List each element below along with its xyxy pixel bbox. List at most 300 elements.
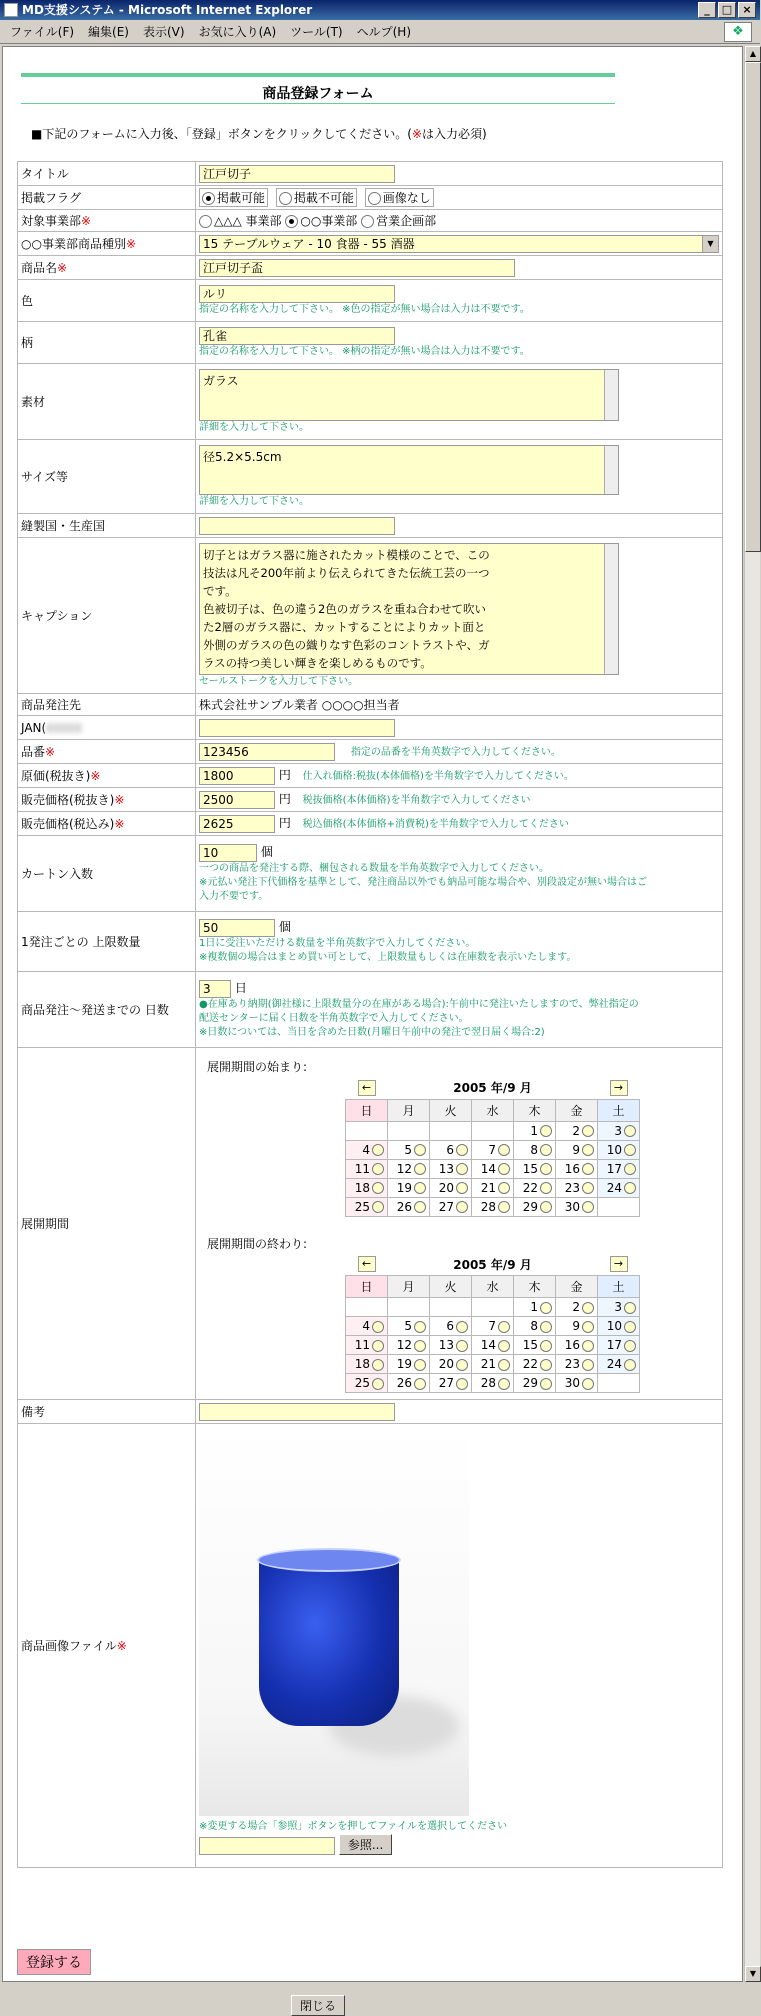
calendar-day-radio[interactable] (414, 1321, 426, 1333)
calendar-empty-cell (388, 1121, 430, 1140)
calendar-day-number: 18 (354, 1357, 370, 1371)
calendar-day-number: 2 (572, 1123, 580, 1138)
calendar-day-cell (388, 1317, 430, 1336)
max-qty-label: 1発注ごとの 上限数量 (18, 912, 196, 972)
calendar-day-number: 14 (480, 1338, 496, 1352)
calendar-day-cell (472, 1336, 514, 1355)
page-viewport (2, 46, 743, 2013)
calendar-weeks (346, 1121, 640, 1216)
category-value: 15 テーブルウェア - 10 食器 - 55 酒器 (203, 236, 415, 251)
dept-option-label: ○○事業部 (300, 214, 358, 228)
calendar-empty-cell (472, 1121, 514, 1140)
calendar-day-radio[interactable] (414, 1340, 426, 1352)
lead-input[interactable]: 3 (199, 980, 231, 998)
calendar-day-radio[interactable] (540, 1201, 552, 1213)
dow-sun: 日 (346, 1276, 388, 1298)
calendar-day-cell (430, 1336, 472, 1355)
origin-label: 縫製国・生産国 (18, 514, 196, 538)
calendar-day-radio[interactable] (582, 1201, 594, 1213)
dept-option-label: △△△ 事業部 (214, 214, 282, 228)
radio-icon[interactable] (202, 192, 215, 205)
textarea-scrollbar[interactable] (604, 446, 618, 494)
caption-line: 外側のガラスの色の織りなす色彩のコントラストや、ガ (203, 637, 490, 652)
calendar-day-radio[interactable] (456, 1321, 468, 1333)
dow-sat: 土 (598, 1099, 640, 1121)
cost-unit: 円 (278, 768, 291, 783)
calendar-day-cell (430, 1317, 472, 1336)
calendar-day-cell (472, 1355, 514, 1374)
dow-wed: 水 (472, 1099, 514, 1121)
calendar-day-radio[interactable] (498, 1144, 510, 1156)
pattern-hint: 指定の名称を入力して下さい。 ※柄の指定が無い場合は入力は不要です。 (199, 345, 530, 357)
carton-hint-1: 一つの商品を発注する際、梱包される数量を半角英数字で入力してください。 (199, 862, 549, 874)
flag-option-available[interactable] (199, 188, 268, 207)
calendar-empty-cell (430, 1298, 472, 1317)
calendar-day-radio[interactable] (582, 1321, 594, 1333)
calendar-next-cell (598, 1254, 640, 1276)
calendar-day-radio[interactable] (540, 1321, 552, 1333)
window-title: MD支援システム - Microsoft Internet Explorer (22, 3, 313, 17)
calendar-day-cell (430, 1140, 472, 1159)
calendar-week-row (346, 1121, 640, 1140)
calendar-day-cell (430, 1178, 472, 1197)
calendar-day-radio[interactable] (540, 1163, 552, 1175)
calendar-day-cell (514, 1197, 556, 1216)
calendar-empty-cell (346, 1298, 388, 1317)
calendar-day-radio[interactable] (582, 1144, 594, 1156)
flag-option-no-image[interactable] (365, 188, 434, 207)
calendar-day-radio[interactable] (498, 1163, 510, 1175)
size-textarea[interactable] (199, 445, 619, 495)
scroll-down-icon[interactable]: ▼ (745, 1966, 761, 1982)
row-title (18, 162, 723, 186)
row-cost (18, 764, 723, 788)
calendar-day-cell (346, 1178, 388, 1197)
calendar-day-radio[interactable] (414, 1201, 426, 1213)
calendar-day-radio[interactable] (582, 1359, 594, 1371)
calendar-day-radio[interactable] (456, 1144, 468, 1156)
required-mark: ※ (114, 817, 125, 831)
dow-mon: 月 (388, 1099, 430, 1121)
calendar-day-number: 6 (446, 1142, 454, 1157)
calendar-day-cell (598, 1159, 640, 1178)
calendar-day-radio[interactable] (414, 1182, 426, 1194)
caption-line: 技法は凡そ200年前より伝えられてきた伝統工芸の一つ (203, 565, 490, 580)
cost-label (18, 764, 196, 788)
caption-line: です。 (203, 583, 237, 598)
row-period (18, 1048, 723, 1400)
menu-view[interactable]: 表示(V) (142, 25, 185, 39)
window-controls (698, 2, 756, 18)
lead-hint-1: ●在庫あり納期(御社様に上限数量分の在庫がある場合):午前中に発注いたしますので、弊社指定の (199, 998, 639, 1010)
menu-bar (0, 20, 760, 44)
calendar-day-number: 15 (522, 1161, 538, 1176)
calendar-day-number: 4 (362, 1319, 370, 1333)
calendar-week-row (346, 1355, 640, 1374)
calendar-day-radio[interactable] (456, 1163, 468, 1175)
calendar-day-radio[interactable] (372, 1144, 384, 1156)
calendar-day-number: 19 (396, 1357, 412, 1371)
calendar-day-radio[interactable] (540, 1144, 552, 1156)
register-button[interactable]: 登録する (17, 1949, 91, 1975)
calendar-empty-cell (346, 1121, 388, 1140)
calendar-day-radio[interactable] (498, 1321, 510, 1333)
carton-label: カートン入数 (18, 836, 196, 912)
supplier-value: 株式会社サンプル業者 ○○○○担当者 (196, 694, 723, 716)
calendar-day-cell (598, 1336, 640, 1355)
calendar-day-cell (598, 1121, 640, 1140)
caption-line: 切子とはガラス器に施されたカット模様のことで、この (203, 547, 490, 562)
calendar-day-radio[interactable] (582, 1340, 594, 1352)
calendar-day-radio[interactable] (624, 1163, 636, 1175)
prev-month-button[interactable]: ← (358, 1256, 376, 1272)
calendar-day-radio[interactable] (414, 1359, 426, 1371)
title-input[interactable]: 江戸切子 (199, 165, 395, 183)
price-ex-hint: 税抜価格(本体価格)を半角数字で入力してください (302, 795, 531, 807)
category-label (18, 232, 196, 256)
calendar-day-radio[interactable] (624, 1302, 636, 1314)
calendar-day-radio[interactable] (540, 1378, 552, 1390)
blurred-text (46, 723, 82, 733)
intro-text-pre: ■下記のフォームに入力後、「登録」ボタンをクリックしてください。( (31, 127, 412, 141)
calendar-day-radio[interactable] (582, 1378, 594, 1390)
calendar-day-radio[interactable] (372, 1340, 384, 1352)
calendar-week-row (346, 1140, 640, 1159)
calendar-day-cell (556, 1298, 598, 1317)
calendar-day-number: 18 (354, 1180, 370, 1195)
calendar-day-radio[interactable] (582, 1125, 594, 1137)
row-flag (18, 186, 723, 210)
textarea-scrollbar[interactable] (604, 544, 618, 674)
calendar-day-radio[interactable] (414, 1163, 426, 1175)
dept-option-label: 営業企画部 (376, 214, 437, 228)
category-select[interactable] (199, 235, 719, 253)
calendar-day-cell (346, 1374, 388, 1393)
ie-app-icon (4, 3, 18, 17)
next-month-button[interactable]: → (610, 1080, 628, 1096)
calendar-day-number: 4 (362, 1142, 370, 1157)
period-label: 展開期間 (18, 1048, 196, 1400)
jan-label (18, 716, 196, 740)
calendar-day-cell (346, 1140, 388, 1159)
caption-textarea[interactable] (199, 543, 619, 675)
dept-option-b[interactable] (285, 214, 357, 228)
max-qty-hint-2: ※複数個の場合はまとめ買い可として、上限数量もしくは在庫数を表示いたします。 (199, 951, 577, 963)
calendar-day-cell (346, 1159, 388, 1178)
name-input[interactable]: 江戸切子盃 (199, 259, 515, 277)
radio-icon[interactable] (199, 215, 212, 228)
caption-hint: セールストークを入力して下さい。 (199, 675, 359, 687)
row-image (18, 1424, 723, 1868)
calendar-day-radio[interactable] (414, 1378, 426, 1390)
calendar-day-number: 11 (354, 1338, 370, 1352)
calendar-week-row (346, 1374, 640, 1393)
calendar-day-cell (388, 1159, 430, 1178)
dept-option-a[interactable] (199, 214, 282, 228)
size-value: 径5.2×5.5cm (203, 449, 282, 464)
name-label-text: 商品名 (21, 261, 58, 275)
pattern-input[interactable]: 孔雀 (199, 327, 395, 345)
notes-input[interactable] (199, 1403, 395, 1421)
calendar-day-radio[interactable] (456, 1201, 468, 1213)
price-ex-label-text: 販売価格(税抜き) (21, 793, 115, 807)
calendar-day-radio[interactable] (540, 1340, 552, 1352)
origin-input[interactable] (199, 517, 395, 535)
period-end-label: 展開期間の終わり: (207, 1236, 308, 1251)
menu-tools[interactable]: ツール(T) (290, 25, 343, 39)
cost-label-text: 原価(税抜き) (21, 769, 91, 783)
calendar-day-radio[interactable] (498, 1182, 510, 1194)
start-calendar (345, 1077, 640, 1217)
textarea-scrollbar[interactable] (604, 370, 618, 420)
calendar-day-cell (430, 1355, 472, 1374)
calendar-day-radio[interactable] (456, 1359, 468, 1371)
calendar-day-radio[interactable] (624, 1340, 636, 1352)
form-title: 商品登録フォーム (262, 86, 374, 102)
calendar-day-cell (388, 1355, 430, 1374)
item-no-input[interactable]: 123456 (199, 743, 335, 761)
calendar-day-cell (514, 1374, 556, 1393)
calendar-day-cell (388, 1178, 430, 1197)
calendar-day-cell (388, 1374, 430, 1393)
price-in-input[interactable]: 2625 (199, 815, 275, 833)
lead-hint-2: 配送センターに届く日数を半角英数字で入力してください。 (199, 1012, 469, 1024)
size-label: サイズ等 (18, 440, 196, 514)
price-ex-input[interactable]: 2500 (199, 791, 275, 809)
dept-option-c[interactable] (361, 214, 436, 228)
menu-help[interactable]: ヘルプ(H) (356, 25, 411, 39)
calendar-day-radio[interactable] (498, 1359, 510, 1371)
dow-sat: 土 (598, 1276, 640, 1298)
calendar-day-radio[interactable] (498, 1378, 510, 1390)
calendar-day-number: 25 (354, 1199, 370, 1214)
menu-file[interactable]: ファイル(F) (10, 25, 75, 39)
calendar-day-number: 7 (488, 1319, 496, 1333)
calendar-day-cell (430, 1159, 472, 1178)
calendar-day-radio[interactable] (540, 1125, 552, 1137)
calendar-day-cell (346, 1197, 388, 1216)
calendar-day-radio[interactable] (372, 1321, 384, 1333)
calendar-day-radio[interactable] (372, 1378, 384, 1390)
price-in-hint: 税込価格(本体価格+消費税)を半角数字で入力してください (302, 819, 569, 831)
calendar-day-radio[interactable] (582, 1182, 594, 1194)
price-ex-label (18, 788, 196, 812)
calendar-day-number: 28 (480, 1199, 496, 1214)
calendar-day-number: 5 (404, 1319, 412, 1333)
calendar-day-radio[interactable] (624, 1321, 636, 1333)
dow-thu: 木 (514, 1276, 556, 1298)
calendar-day-cell (388, 1336, 430, 1355)
calendar-day-number: 29 (522, 1376, 538, 1390)
period-start-label: 展開期間の始まり: (207, 1060, 308, 1074)
calendar-day-radio[interactable] (624, 1182, 636, 1194)
calendar-day-cell (556, 1197, 598, 1216)
calendar-day-cell (388, 1197, 430, 1216)
chevron-down-icon[interactable]: ▼ (702, 236, 718, 252)
calendar-day-cell (556, 1159, 598, 1178)
image-file-input[interactable] (199, 1837, 335, 1855)
row-dept (18, 210, 723, 232)
calendar-header (346, 1254, 640, 1276)
product-form-table (17, 161, 723, 1868)
row-notes (18, 1400, 723, 1424)
calendar-day-number: 17 (606, 1338, 622, 1352)
calendar-day-number: 28 (480, 1376, 496, 1390)
calendar-day-number: 9 (572, 1319, 580, 1333)
prev-month-button[interactable]: ← (358, 1080, 376, 1096)
radio-icon[interactable] (368, 192, 381, 205)
row-lead (18, 972, 723, 1048)
radio-icon[interactable] (285, 215, 298, 228)
lead-unit: 日 (234, 981, 247, 996)
calendar-week-row (346, 1178, 640, 1197)
dept-label-text: 対象事業部 (21, 214, 82, 228)
flag-option-label: 画像なし (382, 191, 431, 205)
close-window-button[interactable]: × (738, 2, 756, 18)
caption-label: キャプション (18, 538, 196, 694)
calendar-day-radio[interactable] (456, 1378, 468, 1390)
row-name (18, 256, 723, 280)
calendar-day-radio[interactable] (624, 1359, 636, 1371)
calendar-day-number: 9 (572, 1142, 580, 1157)
dow-tue: 火 (430, 1099, 472, 1121)
cost-hint: 仕入れ価格:税抜(本体価格)を半角数字で入力してください。 (302, 771, 574, 783)
calendar-day-cell (472, 1159, 514, 1178)
calendar-week-row (346, 1159, 640, 1178)
calendar-week-row (346, 1298, 640, 1317)
calendar-day-radio[interactable] (624, 1125, 636, 1137)
calendar-day-number: 8 (530, 1319, 538, 1333)
carton-input[interactable]: 10 (199, 844, 257, 862)
carton-hint-2: ※元払い発注下代価格を基準として、発注商品以外でも納品可能な場合や、別段設定が無い場合はご (199, 876, 647, 888)
calendar-day-number: 16 (564, 1338, 580, 1352)
size-hint: 詳細を入力して下さい。 (199, 495, 309, 507)
maximize-button[interactable]: □ (718, 2, 736, 18)
calendar-day-radio[interactable] (582, 1163, 594, 1175)
scroll-thumb[interactable] (745, 62, 761, 552)
calendar-day-number: 30 (564, 1199, 580, 1214)
calendar-day-number: 13 (438, 1161, 454, 1176)
price-in-label-text: 販売価格(税込み) (21, 817, 115, 831)
calendar-day-radio[interactable] (498, 1201, 510, 1213)
calendar-day-cell (556, 1140, 598, 1159)
flag-option-label: 掲載可能 (217, 191, 266, 205)
calendar-day-radio[interactable] (540, 1182, 552, 1194)
calendar-day-cell (346, 1355, 388, 1374)
calendar-day-radio[interactable] (372, 1201, 384, 1213)
calendar-day-radio[interactable] (624, 1144, 636, 1156)
calendar-month: 2005 年/9 月 (453, 1081, 532, 1096)
max-qty-input[interactable]: 50 (199, 919, 275, 937)
carton-unit: 個 (260, 845, 273, 860)
category-label-text: ○○事業部商品種別 (21, 237, 126, 251)
menu-edit[interactable]: 編集(E) (88, 25, 129, 39)
calendar-day-cell (472, 1374, 514, 1393)
calendar-empty-cell (598, 1374, 640, 1393)
color-hint: 指定の名称を入力して下さい。 ※色の指定が無い場合は入力は不要です。 (199, 303, 530, 315)
calendar-day-number: 3 (614, 1123, 622, 1138)
page-scrollbar[interactable] (744, 46, 760, 1982)
name-label (18, 256, 196, 280)
calendar-day-radio[interactable] (456, 1182, 468, 1194)
next-month-button[interactable]: → (610, 1256, 628, 1272)
required-mark: ※ (125, 237, 137, 251)
radio-icon[interactable] (279, 192, 292, 205)
row-supplier (18, 694, 723, 716)
calendar-day-radio[interactable] (414, 1144, 426, 1156)
browse-button[interactable]: 参照... (339, 1834, 392, 1855)
calendar-day-radio[interactable] (372, 1163, 384, 1175)
windows-logo-icon: ❖ (724, 22, 752, 42)
glass-rim (257, 1548, 401, 1572)
calendar-day-number: 23 (564, 1180, 580, 1195)
calendar-day-number: 14 (480, 1161, 496, 1176)
calendar-week-row (346, 1336, 640, 1355)
calendar-day-cell (472, 1178, 514, 1197)
calendar-day-number: 15 (522, 1338, 538, 1352)
row-carton (18, 836, 723, 912)
calendar-day-number: 10 (606, 1319, 622, 1333)
calendar-day-radio[interactable] (540, 1359, 552, 1371)
calendar-day-radio[interactable] (372, 1359, 384, 1371)
item-no-hint: 指定の品番を半角英数字で入力してください。 (350, 747, 561, 758)
material-textarea[interactable] (199, 369, 619, 421)
flag-option-unavailable[interactable] (276, 188, 357, 207)
menu-favorites[interactable]: お気に入り(A) (198, 25, 277, 39)
title-divider-top (21, 73, 615, 77)
cost-input[interactable]: 1800 (199, 767, 275, 785)
calendar-day-radio[interactable] (372, 1182, 384, 1194)
calendar-day-cell (472, 1140, 514, 1159)
row-category (18, 232, 723, 256)
radio-icon[interactable] (361, 215, 374, 228)
scroll-up-icon[interactable]: ▲ (745, 46, 761, 62)
carton-hint-3: 入力不要です。 (199, 890, 269, 902)
dow-fri: 金 (556, 1099, 598, 1121)
required-mark: ※ (90, 769, 101, 783)
jan-input[interactable] (199, 719, 395, 737)
calendar-next-cell (598, 1077, 640, 1099)
calendar-day-cell (514, 1159, 556, 1178)
image-hint: ※変更する場合「参照」ボタンを押してファイルを選択してください (199, 1821, 508, 1832)
calendar-week-row (346, 1197, 640, 1216)
calendar-day-number: 21 (480, 1357, 496, 1371)
calendar-day-cell (430, 1374, 472, 1393)
required-mark: ※ (57, 261, 68, 275)
calendar-day-radio[interactable] (540, 1302, 552, 1314)
color-input[interactable]: ルリ (199, 285, 395, 303)
close-button[interactable]: 閉じる (291, 1995, 345, 2016)
notes-label: 備考 (18, 1400, 196, 1424)
calendar-empty-cell (598, 1197, 640, 1216)
row-pattern (18, 322, 723, 364)
intro-text-post: は入力必須) (422, 127, 487, 141)
calendar-day-radio[interactable] (456, 1340, 468, 1352)
calendar-day-radio[interactable] (582, 1302, 594, 1314)
calendar-day-radio[interactable] (498, 1340, 510, 1352)
calendar-day-number: 29 (522, 1199, 538, 1214)
minimize-button[interactable]: _ (698, 2, 716, 18)
required-mark: ※ (45, 745, 56, 759)
calendar-day-number: 24 (606, 1357, 622, 1371)
calendar-day-cell (598, 1298, 640, 1317)
calendar-day-number: 30 (564, 1376, 580, 1390)
calendar-day-number: 24 (606, 1180, 622, 1195)
row-jan (18, 716, 723, 740)
image-label-text: 商品画像ファイル (21, 1639, 117, 1653)
calendar-week-row (346, 1317, 640, 1336)
calendar-day-number: 11 (354, 1161, 370, 1176)
